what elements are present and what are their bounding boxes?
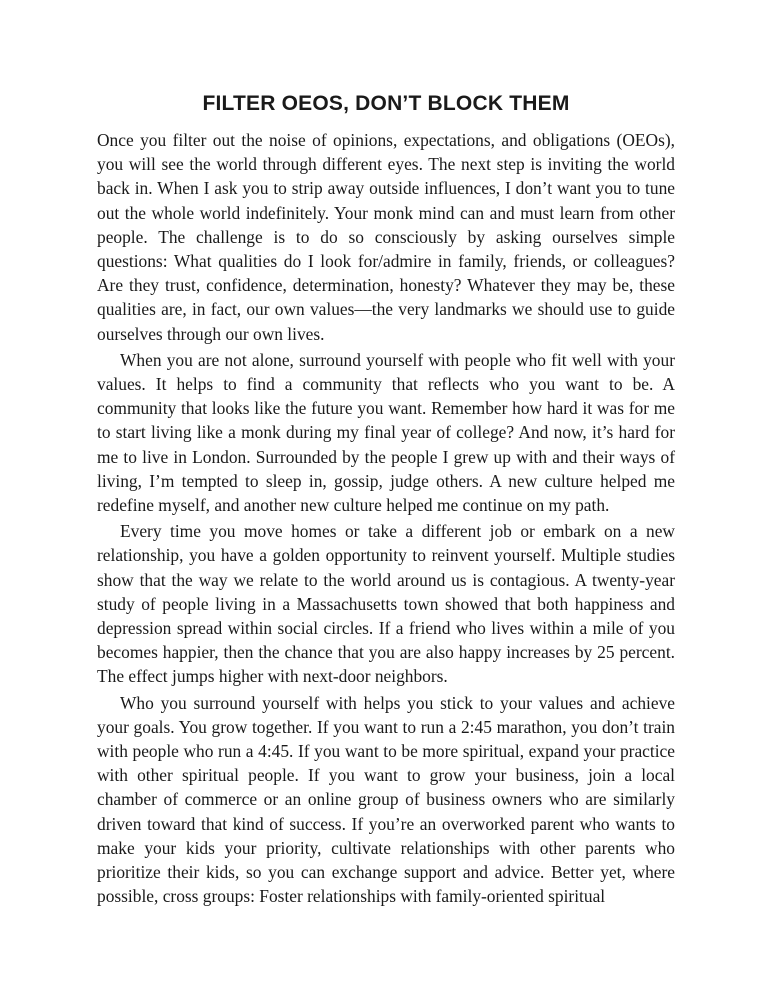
body-text [97, 128, 675, 909]
book-page [97, 90, 675, 909]
paragraph-2: When you are not alone, surround yourself with people who fit well with your values. It helps to find a community that reflects who you want to be. A community that looks like the future you want. Remember how hard it was for me to start living like a monk during my final year of college? And now, it’s hard for me to live in London. Surrounded by the people I grew up with and their ways of living, I’m tempted to sleep in, gossip, judge others. A new culture helped me redefine myself, and another new culture helped me continue on my path. [97, 349, 675, 516]
paragraph-4: Who you surround yourself with helps you stick to your values and achieve your goals. You grow together. If you want to run a 2:45 marathon, you don’t train with people who run a 4:45. If you want to be more spiritual, expand your practice with other spiritual people. If you want to grow your business, join a local chamber of commerce or an online group of business owners who are similarly driven toward that kind of success. If you’re an overworked parent who wants to make your kids your priority, cultivate relationships with other parents who prioritize their kids, so you can exchange support and advice. Better yet, where possible, cross groups: Foster relationships with family-oriented spiritual [97, 692, 675, 907]
paragraph-3: Every time you move homes or take a different job or embark on a new relationship, you have a golden opportunity to reinvent yourself. Multiple studies show that the way we relate to the world around us is contagious. A twenty-year study of people living in a Massachusetts town showed that both happiness and depression spread within social circles. If a friend who lives within a mile of you becomes happier, then the chance that you are also happy increases by 25 percent. The effect jumps higher with next-door neighbors. [97, 521, 675, 687]
paragraph-1: Once you filter out the noise of opinions, expectations, and obligations (OEOs), you will see the world through different eyes. The next step is inviting the world back in. When I ask you to strip away outside influences, I don’t want you to tune out the whole world indefinitely. Your monk mind can and must learn from other people. The challenge is to do so consciously by asking ourselves simple questions: What qualities do I look for/admire in family, friends, or colleagues? Are they trust, confidence, determination, honesty? Whatever they may be, these qualities are, in fact, our own values—the very landmarks we should use to guide ourselves through our own lives. [97, 130, 675, 344]
section-heading: FILTER OEOS, DON’T BLOCK THEM [202, 92, 570, 115]
